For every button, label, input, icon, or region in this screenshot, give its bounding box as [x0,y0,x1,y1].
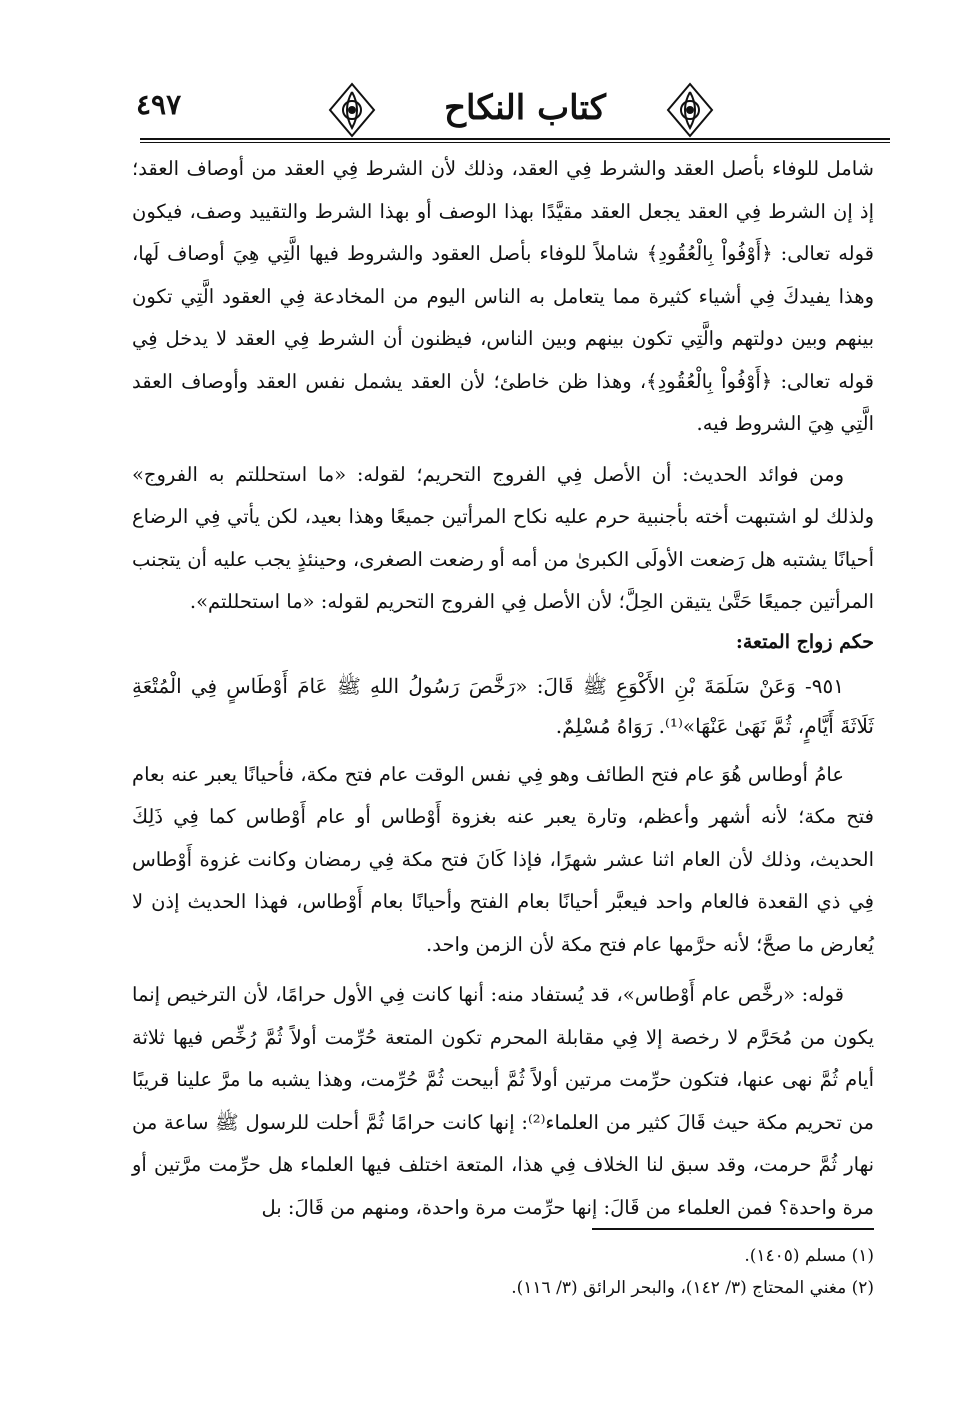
book-title: كتاب النكاح [444,88,606,128]
paragraph: ومن فوائد الحديث: أن الأصل فِي الفروج التحريم؛ لقوله: «ما استحللتم به الفروج» ولذلك لو اشتبهت أخته بأجنبية حرم عليه نكاح المرأتين جميعًا وهذا بعيد، لكن يأتي فِي الرضاع أحيانًا يشتبه هل رَضعت الأولَى الكبرىٰ من أمه أو رضعت الصغرى، وحينئذٍ يجب عليه أن يتجنب المرأتين جميعًا حَتَّىٰ يتيقن الحِلَّ؛ لأن الأصل فِي الفروج التحريم لقوله: «ما استحللتم». [132,462,874,613]
page-number: ٤٩٧ [136,88,182,121]
paragraph: قوله: «رخَّص عام أَوْطاس»، قد يُستفاد منه: أنها كانت فِي الأول حرامًا، لأن الترخيص إنما يكون من مُحَرَّم لا رخصة إلا فِي مقابلة المحرم تكون المتعة حُرِّمت أولاً ثُمَّ رُخِّص فيها ثلاثة أيام ثُمَّ نهى عنها، فتكون حرِّمت مرتين أولاً ثُمَّ أبيحت ثُمَّ حُرِّمت، وهذا يشبه ما مرَّ علينا قريبًا من تحريم مكة حيث قَالَ كثير من العلماء⁽²⁾: إنها كانت حرامًا ثُمَّ أحلت للرسول ﷺ ساعة من نهار ثُمَّ حرمت، وقد سبق لنا الخلاف فِي هذا، المتعة اختلف فيها العلماء هل حرِّمت مرَّتين أو مرة واحدة؟ فمن العلماء من قَالَ: إنها حرِّمت مرة واحدة، ومنهم من قَالَ: بل [132,983,874,1219]
header-rule [140,138,890,140]
main-text [132,148,874,1229]
left-ornament-icon [322,80,382,140]
hadith-text: ٩٥١- وَعَنْ سَلَمَةَ بْنِ الأَكْوَعِ ﷺ قَالَ: «رَخَّصَ رَسُولُ اللهِ ﷺ عَامَ أَوْطَاسٍ فِي الْمُتْعَةِ ثَلَاثَةَ أَيَّامٍ، ثُمَّ نَهَىٰ عَنْهَا»⁽¹⁾. رَوَاهُ مُسْلِمٌ. [132,673,874,738]
footnote-divider [592,1228,874,1230]
footnotes [132,1240,874,1304]
header-rule-thin [140,142,890,143]
page-header [100,70,890,145]
right-ornament-icon [660,80,720,140]
section-heading: حكم زواج المتعة: [735,630,874,653]
paragraph: عامُ أوطاس هُوَ عام فتح الطائف وهو فِي نفس الوقت عام فتح مكة، فأحيانًا يعبر عنه بعام فتح مكة؛ لأنه أشهر وأعظم، وتارة يعبر عنه بغزوة أَوْطاس أو عام أَوْطاس كما فِي ذَلِكَ الحديث، وذلك لأن العام اثنا عشر شهرًا، فإذا كَانَ فتح مكة فِي رمضان وكانت غزوة أَوْطاس فِي ذي القعدة فالعام واحد فيعبَّر أحيانًا بعام الفتح وأحيانًا بعام أَوْطاس، فهذا الحديث إذن لا يُعارض ما صحَّ؛ لأنه حرَّمها عام فتح مكة لأن الزمن واحد. [132,762,874,956]
paragraph: شامل للوفاء بأصل العقد والشرط فِي العقد، وذلك لأن الشرط فِي العقد من أوصاف العقد؛ إذ إن الشرط فِي العقد يجعل العقد مقيَّدًا بهذا الوصف أو بهذا الشرط والتقييد وصف، فيكون قوله تعالى: ﴿أَوْفُواْ بِالْعُقُودِ﴾ شاملاً للوفاء بأصل العقود والشروط فيها الَّتِي هِيَ أوصاف لَها، وهذا يفيدكَ فِي أشياء كثيرة مما يتعامل به الناس اليوم من المخادعة فِي العقود الَّتِي تكون بينهم وبين دولتهم والَّتِي تكون بينهم وبين الناس، فيظنون أن الشرط فِي العقد لا يدخل فِي قوله تعالى: ﴿أَوْفُواْ بِالْعُقُودِ﴾، وهذا ظن خاطئ؛ لأن العقد يشمل نفس العقد وأوصاف العقد الَّتِي هِيَ الشروط فيه. [132,157,874,435]
footnote: (١) مسلم (١٤٠٥). [744,1246,874,1266]
footnote: (٢) مغني المحتاج (٣/ ١٤٢)، والبحر الرائق (٣/ ١١٦). [511,1278,874,1298]
